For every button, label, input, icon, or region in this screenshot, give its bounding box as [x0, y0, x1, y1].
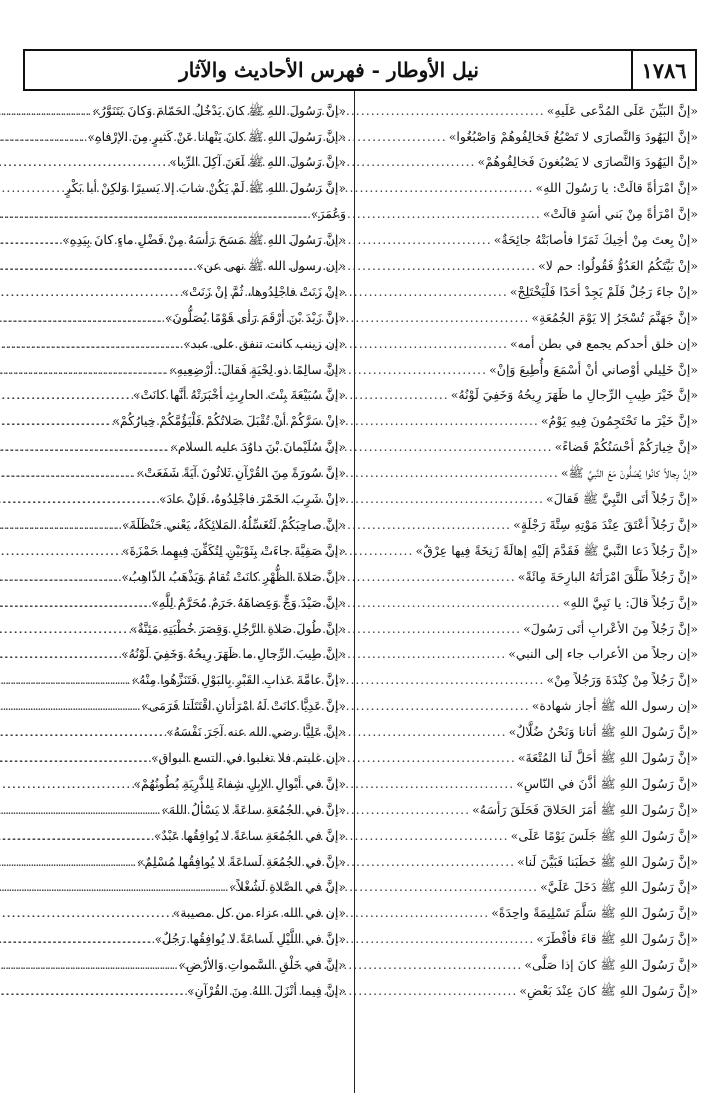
entry-text: «إنَّ رَسُولَ اللهِ ﷺ أمَرَ الحَلاقَ فَحَلَقَ رَأسَهُ»: [472, 801, 698, 817]
leader-dots: [0, 933, 155, 946]
entry-text: «إنَّ سالِمًا ذو لِحْيَةٍ فَقالَ: أرْضِعِيهِ»: [169, 361, 346, 377]
entry-text: «إنَّ رَجُلاً مِنْ كِنْدَةَ وَرَجُلاً مِنْ»: [546, 672, 698, 688]
entry-text: «إن خلق أحدكم يجمع في بطن أمه»: [509, 335, 698, 351]
right-column: [372, 98, 698, 1004]
leader-dots: [0, 726, 166, 739]
entry-text: «إن غلبتم فلا تغلبوا في التسع البواق»: [150, 749, 346, 765]
leader-dots: [0, 312, 165, 325]
leader-dots: [0, 959, 178, 972]
index-entry: [372, 512, 698, 538]
leader-dots: [0, 441, 170, 454]
entry-text: «إنَّ رَسُولَ اللهِ ﷺ سَلَّمَ تَسْلِيمَةً واحِدَةً»: [491, 905, 698, 921]
index-entry: [372, 305, 698, 331]
leader-dots: [0, 131, 87, 144]
entry-text: «إنَّ في اللَّيْلِ لَساعَةً لا يُوافِقُها رَجُلٌ»: [154, 931, 346, 947]
index-entry: [20, 875, 346, 901]
index-entry: [20, 668, 346, 694]
entry-text: «إن زينب كانت تنفق على عبد»: [183, 335, 346, 351]
index-entry: [372, 771, 698, 797]
index-entry: [372, 875, 698, 901]
entry-text: «إنَّ زَيْدَ بْنَ أرْقَمَ رَأى قَوْمًا يُصَلُّونَ»: [165, 309, 346, 325]
index-entry: [20, 642, 346, 668]
leader-dots: [0, 286, 181, 299]
index-entry: [20, 797, 346, 823]
entry-text: «إنَّ اليَهُودَ وَالنَّصارَى لا تَصْبُغُ فَخالِفُوهُمْ وَاصْبُغُوا»: [448, 128, 698, 144]
entry-text: «إنْ زَنَتْ فاجْلِدُوها، ثُمَّ إنْ زَنَتْ»: [181, 283, 346, 299]
leader-dots: [0, 881, 229, 894]
index-entry: [372, 409, 698, 435]
index-entry: [372, 616, 698, 642]
index-entry: [372, 745, 698, 771]
index-entry: [20, 538, 346, 564]
entry-text: «إنَّ خَيْرَ ما تَحْتَجِمُونَ فِيهِ يَوْمُ»: [540, 413, 698, 429]
entry-text: «إنَّ رَسُولَ اللهِ ﷺ أذَّنَ في النّاسِ»: [516, 775, 698, 791]
index-entry: [372, 331, 698, 357]
entry-text: «إنَّ رَجُلاً طَلَّقَ امْرَأتَهُ البارِحَةَ مِائَةً»: [517, 568, 698, 584]
leader-dots: [0, 907, 173, 920]
entry-text: «إنَّ عَلِيًّا رضي الله عنه آجَرَ نَفْسَهُ»: [166, 724, 346, 740]
leader-dots: [0, 208, 311, 221]
entry-text: «إنَّ سُورَةً مِنَ القُرْآنِ ثَلاثُونَ آيَةً شَفَعَتْ»: [136, 465, 346, 481]
entry-text: «إنْ شَرِبَ الخَمْرَ فاجْلِدُوهُ، فَإنْ عادَ»: [158, 491, 346, 507]
index-entry: [20, 590, 346, 616]
entry-text: «إنَّ فِيما أنْزَلَ اللهُ مِنَ القُرْآنِ»: [186, 982, 346, 998]
entry-text: «إنَّ رَجُلاً أعْتَقَ عِنْدَ مَوْتِهِ سِتَّةَ رَجْلَةٍ»: [513, 516, 698, 532]
entry-text: «إنَّ رَجُلاً قالَ: يا نَبِيَّ اللهِ»: [562, 594, 698, 610]
index-entry: [372, 538, 698, 564]
index-entry: [372, 719, 698, 745]
index-entry: [372, 978, 698, 1004]
leader-dots: [0, 519, 122, 532]
entry-text: «إنَّ في الجُمُعَةِ ساعَةً لا يُوافِقُها عَبْدٌ»: [153, 827, 346, 843]
index-entry: [20, 331, 346, 357]
index-entry: [20, 176, 346, 202]
index-entry: [372, 383, 698, 409]
entry-text: «إنَّ رَسُولَ اللهِ ﷺ مَسَحَ رَأسَهُ مِنْ فَضْلِ ماءٍ كانَ بِيَدِهِ»: [62, 232, 346, 248]
entry-text: «إنَّ رَسُولَ اللهِ ﷺ أتانا وَنَحْنُ ضُلَّالٌ»: [508, 724, 698, 740]
entry-text: «إنَّ رِجالاً كانُوا يُصَلُّونَ مَعَ النَّبيِّ ﷺ»: [560, 465, 698, 481]
index-entry: [20, 745, 346, 771]
entry-text: «إنَّ رَسُولَ اللهِ ﷺ كانَ عِنْدَ بَعْضِ»: [519, 982, 698, 998]
index-entry: [20, 927, 346, 953]
leader-dots: [0, 674, 131, 687]
index-entry: [372, 202, 698, 228]
entry-text: «إنَّ صَلاةَ الظُّهْرِ كانَتْ تُقامُ وَيَذْهَبُ الذّاهِبُ»: [121, 568, 346, 584]
entry-text: «إنَّ رَسُولَ اللهِ ﷺ جَلَسَ يَوْمًا عَلَى»: [510, 827, 698, 843]
entry-text: «إن في الله عزاء من كل مصيبة»: [172, 905, 346, 921]
page-header: [23, 49, 697, 91]
leader-dots: [0, 752, 151, 765]
index-entry: [372, 150, 698, 176]
leader-dots: [0, 260, 196, 273]
leader-dots: [0, 364, 169, 377]
entry-text: «إنْ بِعتَ مِنْ أخِيكَ ثَمَرًا فأصابَتْهُ جائِحَةٌ»: [493, 232, 698, 248]
entry-text: «إنَّ صَفِيَّةَ جاءَتْ بِثَوْبَيْنِ لِتُكَفِّنَ فِيهِما حَمْزَةَ»: [121, 542, 346, 558]
index-entry: [372, 176, 698, 202]
leader-dots: [0, 804, 161, 817]
index-entry: [20, 616, 346, 642]
index-entry: [20, 305, 346, 331]
entry-text: «إنْ بَيَّتَكُمُ العَدُوُّ فَقُولُوا: حم لا»: [538, 258, 698, 274]
entry-text: «إن رجلاً من الأعراب جاء إلى النبي»: [508, 646, 698, 662]
index-entry: [20, 253, 346, 279]
page-number: ١٧٨٦: [631, 51, 695, 89]
left-column: [20, 98, 346, 1004]
index-entry: [372, 849, 698, 875]
index-entry: [372, 642, 698, 668]
entry-text: «إن رسول الله ﷺ أجاز شهادة»: [531, 698, 698, 714]
entry-text: «إنَّ رَجُلاً مِنَ الأعْرابِ أتَى رَسُولَ»: [523, 620, 698, 636]
index-entry: [20, 460, 346, 486]
leader-dots: [0, 105, 92, 118]
index-entry: [372, 823, 698, 849]
entry-text: «إنَّ صاحِبَكُمْ لَتُغَسِّلُهُ المَلائِكَةُ، يَعْني حَنْظَلَةَ»: [122, 516, 346, 532]
index-entry: [20, 693, 346, 719]
entry-text: «إنَّ رَسُولَ اللهِ ﷺ قاءَ فأفْطَرَ»: [536, 931, 698, 947]
index-entry: [20, 435, 346, 461]
index-entry: [20, 383, 346, 409]
index-entry: [20, 901, 346, 927]
index-entry: [372, 253, 698, 279]
entry-text: «إنَّ رَجُلاً أتَى النَّبِيَّ ﷺ فَقالَ»: [546, 491, 698, 507]
entry-text: «إنَّ رَسُولَ اللهِ ﷺ كانَ إذا صَلَّى»: [524, 957, 698, 973]
index-entry: [20, 227, 346, 253]
index-entry: [20, 486, 346, 512]
index-entry: [20, 357, 346, 383]
entry-text: «إنْ جاءَ رَجُلٌ فَلَمْ يَجِدْ أحَدًا فَلْيَخْتَلِجْ»: [509, 283, 698, 299]
leader-dots: [0, 338, 183, 351]
leader-dots: [0, 545, 122, 558]
index-entry: [372, 124, 698, 150]
leader-dots: [0, 778, 133, 791]
index-entry: [372, 486, 698, 512]
index-entry: [20, 98, 346, 124]
index-entry: [20, 823, 346, 849]
index-entry: [20, 849, 346, 875]
index-entry: [372, 98, 698, 124]
entry-text: «إنَّ امْرَأةً مِنْ بَني أسَدٍ قالَتْ»: [542, 206, 698, 222]
entry-text: «إنَّ رَسُولَ اللهِ ﷺ أحَلَّ لَنا المُتْعَةَ»: [517, 749, 698, 765]
entry-text: «إنَّ طُولَ صَلاةِ الرَّجُلِ وَقِصَرَ خُطْبَتِهِ مَئِنَّةٌ»: [129, 620, 346, 636]
entry-text: «إنَّ رَسُولَ اللهِ ﷺ دَخَلَ عَلَيَّ»: [540, 879, 698, 895]
entry-text: «إنَّ رَسُولَ اللهِ ﷺ كانَ يَنْهانا عَنْ كَثيرٍ مِنَ الإرْفاهِ»: [87, 128, 346, 144]
leader-dots: [0, 985, 187, 998]
leader-dots: [0, 623, 130, 636]
index-entry: [372, 435, 698, 461]
index-entry: [20, 512, 346, 538]
leader-dots: [0, 493, 159, 506]
entry-text: «إنَّ عامَّةَ عَذابِ القَبْرِ بِالبَوْلِ فَتَنَزَّهُوا مِنْهُ»: [131, 672, 346, 688]
leader-dots: [0, 856, 137, 869]
index-entry: [20, 150, 346, 176]
entry-text: «إنَّ في أبْوالِ الإبِلِ شِفاءً لِلذَّرِبَةِ بُطُونُهُمْ»: [133, 775, 346, 791]
entry-text: «إنَّ خَيْرَ طِيبِ الرِّجالِ ما ظَهَرَ رِيحُهُ وَخَفِيَ لَوْنُهُ»: [450, 387, 698, 403]
entry-text: «إنَّ سُلَيْمانَ بْنَ داوُدَ عليه السلام»: [170, 439, 346, 455]
leader-dots: [0, 415, 112, 428]
entry-text: «إنَّ البَيِّنَ عَلَى المُدَّعى عَلَيهِ»: [546, 102, 698, 118]
index-entry: [20, 202, 346, 228]
entry-text: «إن رسول الله ﷺ نهى عن»: [196, 258, 346, 274]
leader-dots: [0, 830, 154, 843]
leader-dots: [0, 648, 121, 661]
leader-dots: [0, 234, 62, 247]
entry-text: «إنَّ في خَلْقِ السَّمواتِ وَالأرْضِ»: [178, 957, 346, 973]
leader-dots: [0, 389, 133, 402]
index-entry: [20, 719, 346, 745]
index-entry: [20, 978, 346, 1004]
index-entry: [372, 357, 698, 383]
leader-dots: [0, 156, 169, 169]
entry-text: «إنَّ في الصَّلاةِ لَشُغْلاً»: [229, 879, 346, 895]
running-title: نيل الأوطار - فهرس الأحاديث والآثار: [179, 58, 479, 82]
index-entry: [372, 901, 698, 927]
entry-text: «إنَّ خِيارَكُمْ أحْسَنُكُمْ قَضاءً»: [554, 439, 698, 455]
entry-text: «إنَّ صَيْدَ وَجٍّ وَعِضاهَهُ حَرَمٌ مُحَرَّمٌ لِلَّهِ»: [151, 594, 346, 610]
entry-text: «إنَّ جَهَنَّمَ تُسْجَرُ إلا يَوْمَ الجُمُعَةِ»: [531, 309, 698, 325]
leader-dots: [0, 467, 137, 480]
index-entry: [20, 564, 346, 590]
index-entry: [372, 952, 698, 978]
index-entry: [372, 927, 698, 953]
entry-text: «إنَّ رَسُولَ اللهِ ﷺ خَطَبَنا فَبَيَّنَ لَنا»: [517, 853, 698, 869]
index-entry: [20, 952, 346, 978]
entry-text: وَعُمَرَ»: [310, 206, 346, 222]
leader-dots: [0, 571, 121, 584]
index-entry: [372, 227, 698, 253]
entry-text: «إنَّ خَلِيلي أوْصاني أنْ أسْمَعَ وأُطِيعَ وَإنْ»: [489, 361, 698, 377]
entry-text: «إنَّ رَسُولَ اللهِ ﷺ لَمْ يَكُنْ شابَ إلا يَسيرًا وَلكِنْ أبا بَكْرٍ: [64, 180, 346, 196]
leader-dots: [0, 597, 151, 610]
entry-text: «إنَّ رَسُولَ اللهِ ﷺ لَعَنَ آكِلَ الرِّبا»: [169, 154, 346, 170]
index-entry: [372, 460, 698, 486]
entry-text: «إنَّ رَجُلاً دَعا النَّبيَّ ﷺ فَقَدَّمَ إلَيْهِ إهالَةً زَنِخَةً فِيها عِرْقٌ»: [415, 542, 698, 558]
index-entry: [372, 590, 698, 616]
index-entry: [372, 668, 698, 694]
index-entry: [20, 409, 346, 435]
index-entry: [372, 693, 698, 719]
entry-text: «إنَّ امْرَأةً قالَتْ: يا رَسُولَ اللهِ»: [535, 180, 698, 196]
index-entry: [372, 564, 698, 590]
entry-text: «إنَّ طِيبَ الرِّجالِ ما ظَهَرَ رِيحُهُ وَخَفِيَ لَوْنُهُ»: [121, 646, 346, 662]
entry-text: «إنْ سَرَّكُمْ أنْ تُقْبَلَ صَلاتُكُمْ فَلْيَؤُمَّكُمْ خِيارُكُمْ»: [112, 413, 346, 429]
entry-text: «إنَّ اليَهُودَ وَالنَّصارَى لا يَصْبُغونَ فَخالِفُوهُمْ»: [477, 154, 698, 170]
entry-text: «إنَّ سُبَيْعَةَ بِنْتَ الحارِثِ أخْبَرَتْهُ أنَّها كانَتْ»: [132, 387, 346, 403]
index-entry: [372, 279, 698, 305]
leader-dots: [0, 700, 141, 713]
index-entry: [20, 124, 346, 150]
index-entry: [20, 771, 346, 797]
index-entry: [372, 797, 698, 823]
entry-text: «إنَّ في الجُمُعَةِ ساعَةً لا يَسْألُ اللهَ»: [161, 801, 346, 817]
entry-text: «إنَّ عَدِيًّا كانَتْ لَهُ امْرَأتانِ اقْتَتَلَتا فَرَمَى»: [141, 698, 346, 714]
index-entry: [20, 279, 346, 305]
entry-text: «إنَّ في الجُمُعَةِ لَساعَةً لا يُوافِقُها مُسْلِمٌ»: [136, 853, 346, 869]
entry-text: «إنَّ رَسُولَ اللهِ ﷺ كانَ يَدْخُلُ الحَمّامَ وَكانَ يَتَنَوَّرُ»: [92, 102, 346, 118]
